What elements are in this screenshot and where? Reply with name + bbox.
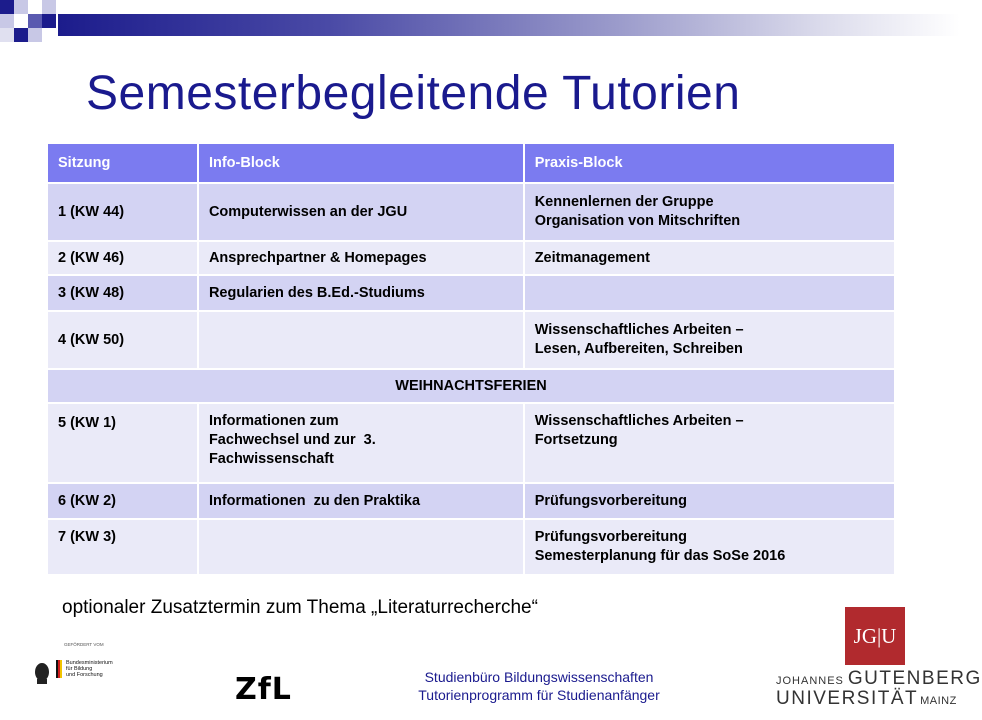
header-info-block: Info-Block — [198, 143, 524, 183]
cell-praxis: Wissenschaftliches Arbeiten – Fortsetzung — [524, 403, 895, 483]
bmbf-logo — [30, 632, 140, 714]
cell-sitzung: 5 (KW 1) — [47, 403, 198, 483]
cell-praxis — [524, 275, 895, 311]
table-row — [47, 275, 895, 311]
slide-title: Semesterbegleitende Tutorien — [86, 67, 741, 120]
bmbf-funding-label: GEFÖRDERT VOM — [64, 642, 104, 647]
cell-sitzung: 6 (KW 2) — [47, 483, 198, 519]
cell-info: Regularien des B.Ed.-Studiums — [198, 275, 524, 311]
cell-sitzung: 2 (KW 46) — [47, 241, 198, 275]
jgu-logo-box: JG|U — [845, 607, 905, 665]
footer-line-1: Studienbüro Bildungswissenschaften — [424, 669, 654, 685]
table-header-row — [47, 143, 895, 183]
bmbf-line-3: und Forschung — [66, 672, 103, 678]
cell-info: Informationen zum Fachwechsel und zur 3. Fachwissenschaft — [198, 403, 524, 483]
footer-text — [380, 668, 698, 704]
table-row — [47, 519, 895, 575]
cell-sitzung: 3 (KW 48) — [47, 275, 198, 311]
cell-info — [198, 311, 524, 369]
footer-line-2: Tutorienprogramm für Studienanfänger — [418, 687, 660, 703]
table-row — [47, 183, 895, 241]
decor-square-6 — [28, 14, 42, 28]
jgu-wordmark-line-2 — [776, 688, 957, 710]
decor-square-2 — [14, 0, 28, 14]
cell-sitzung: 4 (KW 50) — [47, 311, 198, 369]
decor-square-4 — [0, 14, 14, 28]
cell-praxis: Wissenschaftliches Arbeiten – Lesen, Aufbereiten, Schreiben — [524, 311, 895, 369]
cell-weihnachtsferien: WEIHNACHTSFERIEN — [47, 369, 895, 403]
decor-square-9 — [0, 28, 14, 42]
bmbf-line-1: Bundesministerium — [66, 660, 113, 666]
cell-praxis: Zeitmanagement — [524, 241, 895, 275]
jgu-wordmark-line-1 — [776, 668, 982, 690]
cell-sitzung: 1 (KW 44) — [47, 183, 198, 241]
header-sitzung: Sitzung — [47, 143, 198, 183]
cell-info — [198, 519, 524, 575]
schedule-table — [46, 142, 896, 576]
decor-square-8 — [14, 28, 28, 42]
header-praxis-block: Praxis-Block — [524, 143, 895, 183]
header-gradient-bar — [58, 14, 960, 36]
table-row — [47, 403, 895, 483]
decor-square-7 — [42, 14, 56, 28]
cell-info: Computerwissen an der JGU — [198, 183, 524, 241]
jgu-mainz: MAINZ — [920, 695, 957, 707]
cell-info: Ansprechpartner & Homepages — [198, 241, 524, 275]
table-row — [47, 483, 895, 519]
cell-praxis: Prüfungsvorbereitung — [524, 483, 895, 519]
jgu-gutenberg: GUTENBERG — [847, 668, 982, 689]
table-row-break — [47, 369, 895, 403]
decor-square-11 — [42, 0, 56, 14]
eagle-icon — [35, 663, 49, 684]
bmbf-logo-graphic — [30, 632, 140, 714]
decor-square-10 — [28, 28, 42, 42]
zfl-logo: ZfL — [235, 672, 292, 707]
optional-appointment-note: optionaler Zusatztermin zum Thema „Literaturrecherche“ — [62, 597, 538, 618]
bmbf-line-2: für Bildung — [66, 666, 93, 672]
decor-square-3 — [28, 0, 42, 14]
cell-sitzung: 7 (KW 3) — [47, 519, 198, 575]
decor-square-5 — [14, 14, 28, 28]
table-row — [47, 311, 895, 369]
table-row — [47, 241, 895, 275]
cell-praxis: Prüfungsvorbereitung Semesterplanung für das SoSe 2016 — [524, 519, 895, 575]
decor-square-1 — [0, 0, 14, 14]
cell-praxis: Kennenlernen der Gruppe Organisation von Mitschriften — [524, 183, 895, 241]
cell-info: Informationen zu den Praktika — [198, 483, 524, 519]
jgu-universitaet: UNIVERSITÄT — [776, 688, 919, 709]
jgu-johannes: JOHANNES — [776, 675, 844, 687]
